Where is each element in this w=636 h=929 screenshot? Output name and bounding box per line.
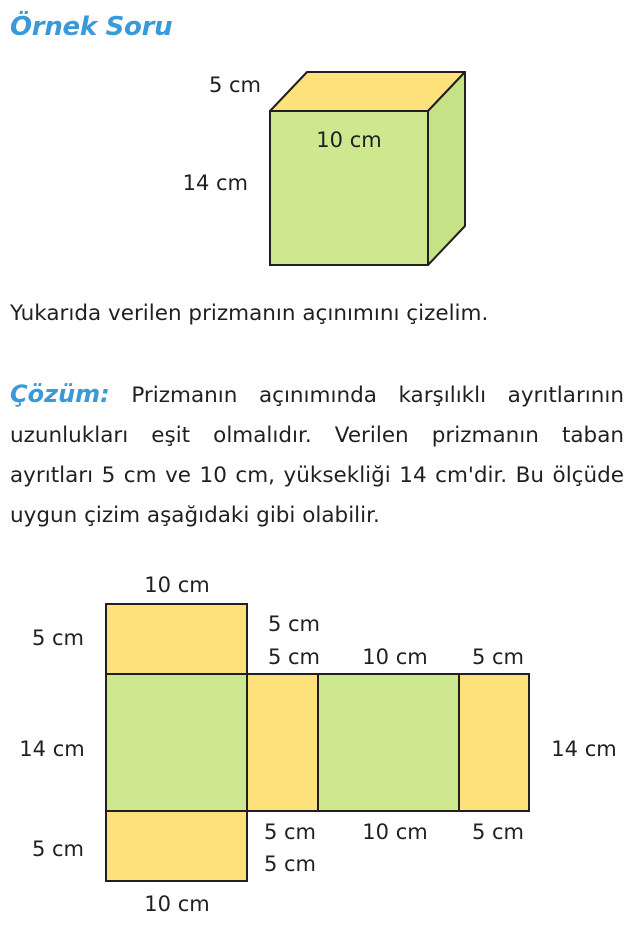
solution-text: Prizmanın açınımında karşılıklı ayrıtlarının uzunlukları eşit olmalıdır. Verilen prizmanın taban ayrıtları 5 cm ve 10 cm, yüksekliği 14 cm'dir. Bu ölçüde uygun çizim aşağıdaki gibi olabilir. xyxy=(10,383,624,528)
prism-depth-label: 5 cm xyxy=(208,73,261,97)
net-label-top-right-lower: 5 cm xyxy=(267,645,321,669)
prism-width-label: 10 cm xyxy=(316,128,382,152)
net-label-right-mid: 14 cm xyxy=(551,737,617,761)
net-label-bottom-left: 5 cm xyxy=(31,837,85,861)
example-question-heading: Örnek Soru xyxy=(10,12,173,42)
solution-label: Çözüm: xyxy=(10,380,110,408)
prism-height-label: 14 cm xyxy=(182,171,248,195)
net-label-top-width: 10 cm xyxy=(144,573,210,597)
question-text: Yukarıda verilen prizmanın açınımını çizelim. xyxy=(10,301,489,326)
net-label-lower-2: 5 cm xyxy=(263,852,317,876)
net-label-left-mid: 14 cm xyxy=(19,737,85,761)
net-side-face-right xyxy=(247,674,318,811)
net-back-face xyxy=(318,674,459,811)
net-label-lower-mid: 10 cm xyxy=(362,820,428,844)
prism-net-figure xyxy=(0,560,636,929)
net-label-lower-1: 5 cm xyxy=(263,820,317,844)
net-label-upper-mid: 10 cm xyxy=(362,645,428,669)
net-label-top-right-upper: 5 cm xyxy=(267,612,321,636)
net-front-face xyxy=(106,674,247,811)
net-side-face-left xyxy=(459,674,529,811)
net-label-bottom-width: 10 cm xyxy=(144,892,210,916)
net-label-lower-right: 5 cm xyxy=(471,820,525,844)
net-top-face xyxy=(106,604,247,674)
net-bottom-face xyxy=(106,811,247,881)
net-label-top-left: 5 cm xyxy=(31,626,85,650)
solution-paragraph xyxy=(10,374,624,536)
net-label-upper-right: 5 cm xyxy=(471,645,525,669)
prism-figure xyxy=(0,0,636,290)
